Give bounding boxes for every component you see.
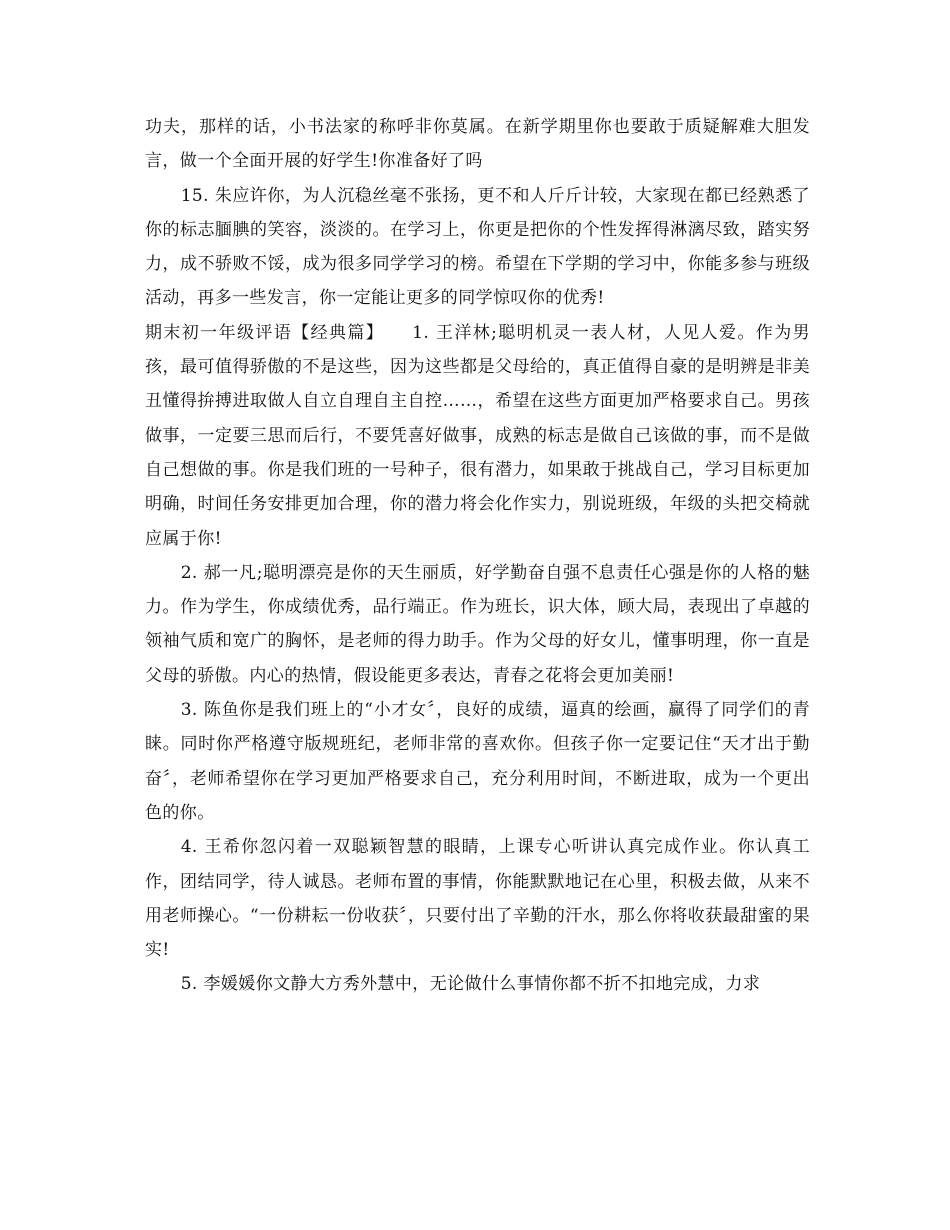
paragraph-item-15: 15. 朱应许你，为人沉稳丝毫不张扬，更不和人斤斤计较，大家现在都已经熟悉了你的标志腼腆的笑容，淡淡的。在学习上，你更是把你的个性发挥得淋漓尽致，踏实努力，成不骄败不馁，成为很多同学学习的榜。希望在下学期的学习中，你能多参与班级活动，再多一些发言，你一定能让更多的同学惊叹你的优秀! <box>145 185 810 309</box>
paragraph-item-5: 5. 李媛媛你文静大方秀外慧中，无论做什么事情你都不折不扣地完成，力求 <box>180 974 761 995</box>
paragraph-item-1-text: 1. 王洋林;聪明机灵一表人材，人见人爱。作为男孩，最可值得骄傲的不是这些，因为这些都是父母给的，真正值得自豪的是明辨是非美丑懂得拚搏进取做人自立自理自主自控……，希望在这些方面更加严格要求自己。男孩做事，一定要三思而后行，不要凭喜好做事，成熟的标志是做自己该做的事，而不是做自己想做的事。你是我们班的一号种子，很有潜力，如果敢于挑战自己，学习目标更加明确，时间任务安排更加合理，你的潜力将会化作实力，别说班级，年级的头把交椅就应属于你! <box>145 322 810 549</box>
document-body <box>145 110 810 1002</box>
paragraph-continuation: 功夫，那样的话，小书法家的称呼非你莫属。在新学期里你也要敢于质疑解难大胆发言，做一个全面开展的好学生!你准备好了吗 <box>145 117 810 172</box>
section-heading: 期末初一年级评语【经典篇】 <box>145 322 385 343</box>
paragraph-item-2: 2. 郝一凡;聪明漂亮是你的天生丽质，好学勤奋自强不息责任心强是你的人格的魅力。作为学生，你成绩优秀，品行端正。作为班长，识大体，顾大局，表现出了卓越的领袖气质和宽广的胸怀，是老师的得力助手。作为父母的好女儿，懂事明理，你一直是父母的骄傲。内心的热情，假设能更多表达，青春之花将会更加美丽! <box>145 562 810 686</box>
paragraph-item-3: 3. 陈鱼你是我们班上的“小才女〞，良好的成绩，逼真的绘画，赢得了同学们的青睐。同时你严格遵守版规班纪，老师非常的喜欢你。但孩子你一定要记住“天才出于勤奋〞，老师希望你在学习更加严格要求自己，充分利用时间，不断进取，成为一个更出色的你。 <box>145 700 810 823</box>
paragraph-item-1 <box>145 316 810 556</box>
paragraph-item-4: 4. 王希你忽闪着一双聪颖智慧的眼睛，上课专心听讲认真完成作业。你认真工作，团结同学，待人诚恳。老师布置的事情，你能默默地记在心里，积极去做，从来不用老师操心。“一份耕耘一份收获〞，只要付出了辛勤的汗水，那么你将收获最甜蜜的果实! <box>145 837 810 961</box>
